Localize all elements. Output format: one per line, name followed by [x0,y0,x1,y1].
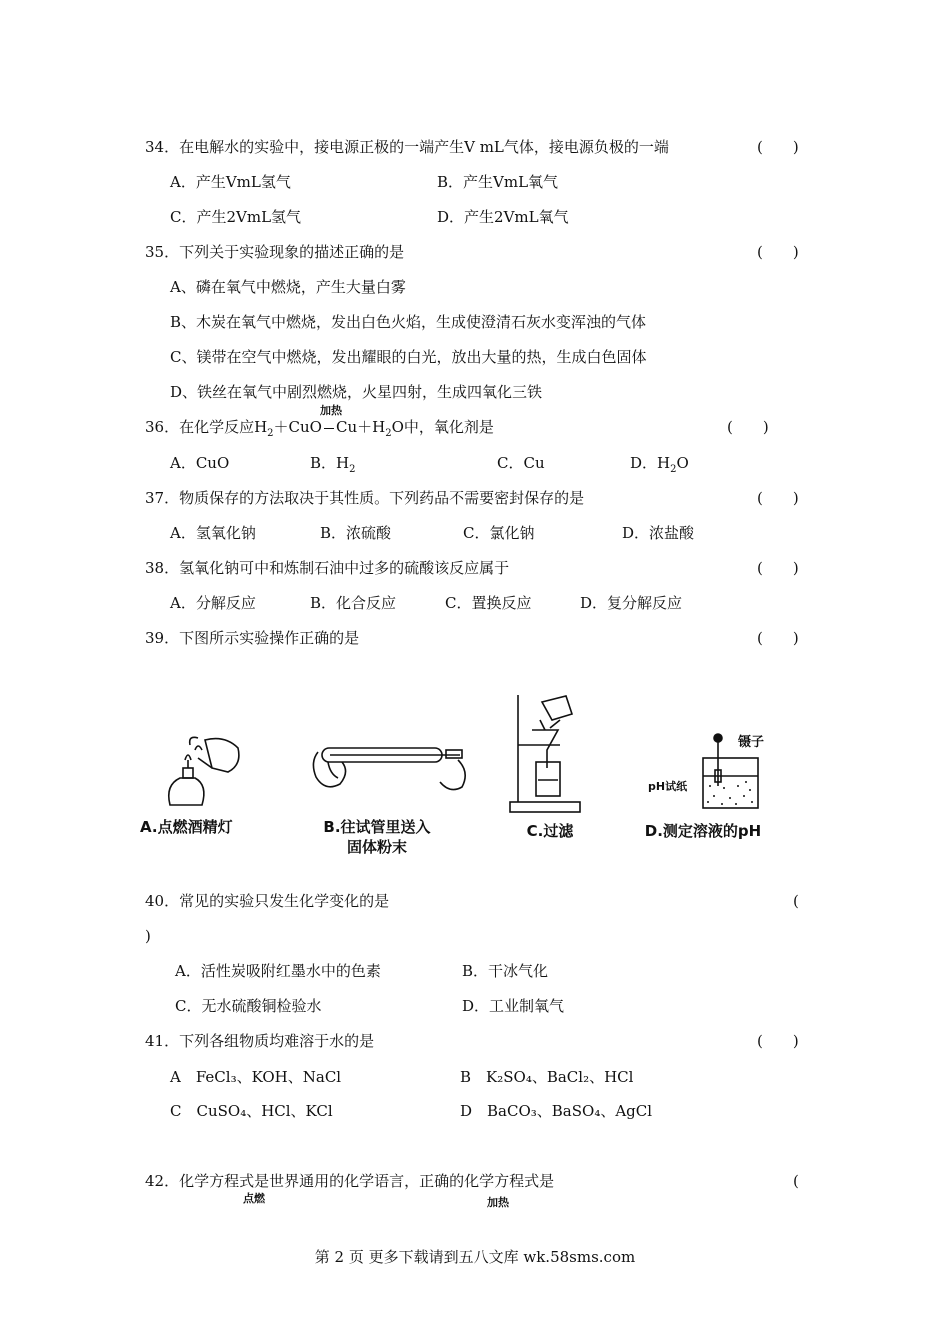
q37-stem: 37．物质保存的方法取决于其性质。下列药品不需要密封保存的是 [145,489,585,507]
q42-stem: 42．化学方程式是世界通用的化学语言，正确的化学方程式是 [145,1172,555,1190]
q38-option-a: A．分解反应 [170,594,256,612]
q36-stem: 36．在化学反应$H_2+CuO$ $Cu+H_2O$中，氧化剂是 [145,418,494,439]
figure-d-ph-paper-label: pH试纸 [648,780,688,793]
q36-option-d: D．$H_2O$ [630,454,689,475]
q34-option-a: A．产生VmL氢气 [170,173,291,191]
q37-option-a: A．氢氧化钠 [170,524,256,542]
q36-option-c: C．Cu [497,454,545,472]
q41-stem: 41．下列各组物质均难溶于水的是 [145,1032,375,1050]
q39-bracket: ( ) [757,629,799,647]
q41-bracket: ( ) [757,1032,799,1050]
q41-option-c: C CuSO₄、HCl、KCl [170,1102,333,1120]
q35-option-a: A、磷在氧气中燃烧，产生大量白雾 [170,278,406,296]
q39-stem: 39．下图所示实验操作正确的是 [145,629,360,647]
q36-reaction-condition: 加热 [320,404,342,417]
q36-option-b: B．$H_2$ [310,454,356,475]
q34-option-b: B．产生VmL氧气 [437,173,559,191]
q34-option-d: D．产生2VmL氧气 [437,208,569,226]
figure-d-caption: D.测定溶液的pH [644,822,762,840]
figure-d-tweezers-label: 镊子 [738,735,765,750]
q40-option-c: C．无水硫酸铜检验水 [175,997,322,1015]
figure-a-caption: A.点燃酒精灯 [140,818,233,836]
figure-c-filtration [500,690,600,820]
q42-condition-heat: 加热 [487,1196,509,1209]
q38-stem: 38．氢氧化钠可中和炼制石油中过多的硫酸该反应属于 [145,559,510,577]
figure-c-caption: C.过滤 [526,822,574,840]
q34-option-c: C．产生2VmL氢气 [170,208,302,226]
q38-option-b: B．化合反应 [310,594,397,612]
q34-bracket: ( ) [757,138,799,156]
q41-option-a: A FeCl₃、KOH、NaCl [170,1068,342,1086]
q35-option-c: C、镁带在空气中燃烧，发出耀眼的白光，放出大量的热，生成白色固体 [170,348,647,366]
q38-bracket: ( ) [757,559,799,577]
q37-option-c: C．氯化钠 [463,524,535,542]
q38-option-c: C．置换反应 [445,594,532,612]
figure-b-test-tube [310,732,470,802]
q42-bracket-open: ( [793,1172,799,1190]
figure-b-caption-line1: B.往试管里送入 [323,818,431,836]
q40-option-b: B．干冰气化 [462,962,549,980]
q40-bracket-open: ( [793,892,799,910]
q42-condition-ignite: 点燃 [243,1192,265,1205]
figure-b-caption-line2: 固体粉末 [346,838,407,856]
q36-bracket: ( ) [727,418,769,436]
q35-option-b: B、木炭在氧气中燃烧，发出白色火焰，生成使澄清石灰水变浑浊的气体 [170,313,647,331]
q35-option-d: D、铁丝在氧气中剧烈燃烧，火星四射，生成四氧化三铁 [170,383,543,401]
q35-bracket: ( ) [757,243,799,261]
q36-option-a: A．CuO [170,454,230,472]
q41-option-d: D BaCO₃、BaSO₄、AgCl [460,1102,653,1120]
figure-a-alcohol-lamp [150,730,260,820]
q38-option-d: D．复分解反应 [580,594,683,612]
q37-bracket: ( ) [757,489,799,507]
q40-option-a: A．活性炭吸附红墨水中的色素 [175,962,381,980]
q37-option-d: D．浓盐酸 [622,524,695,542]
q40-bracket-close: ) [145,927,151,945]
q41-option-b: B K₂SO₄、BaCl₂、HCl [460,1068,634,1086]
q40-option-d: D．工业制氧气 [462,997,565,1015]
q40-stem: 40．常见的实验只发生化学变化的是 [145,892,390,910]
q37-option-b: B．浓硫酸 [320,524,392,542]
q34-stem: 34．在电解水的实验中，接电源正极的一端产生V mL气体，接电源负极的一端 [145,138,669,156]
page-footer: 第 2 页 更多下载请到五八文库 wk.58sms.com [314,1248,636,1266]
q35-stem: 35．下列关于实验现象的描述正确的是 [145,243,405,261]
